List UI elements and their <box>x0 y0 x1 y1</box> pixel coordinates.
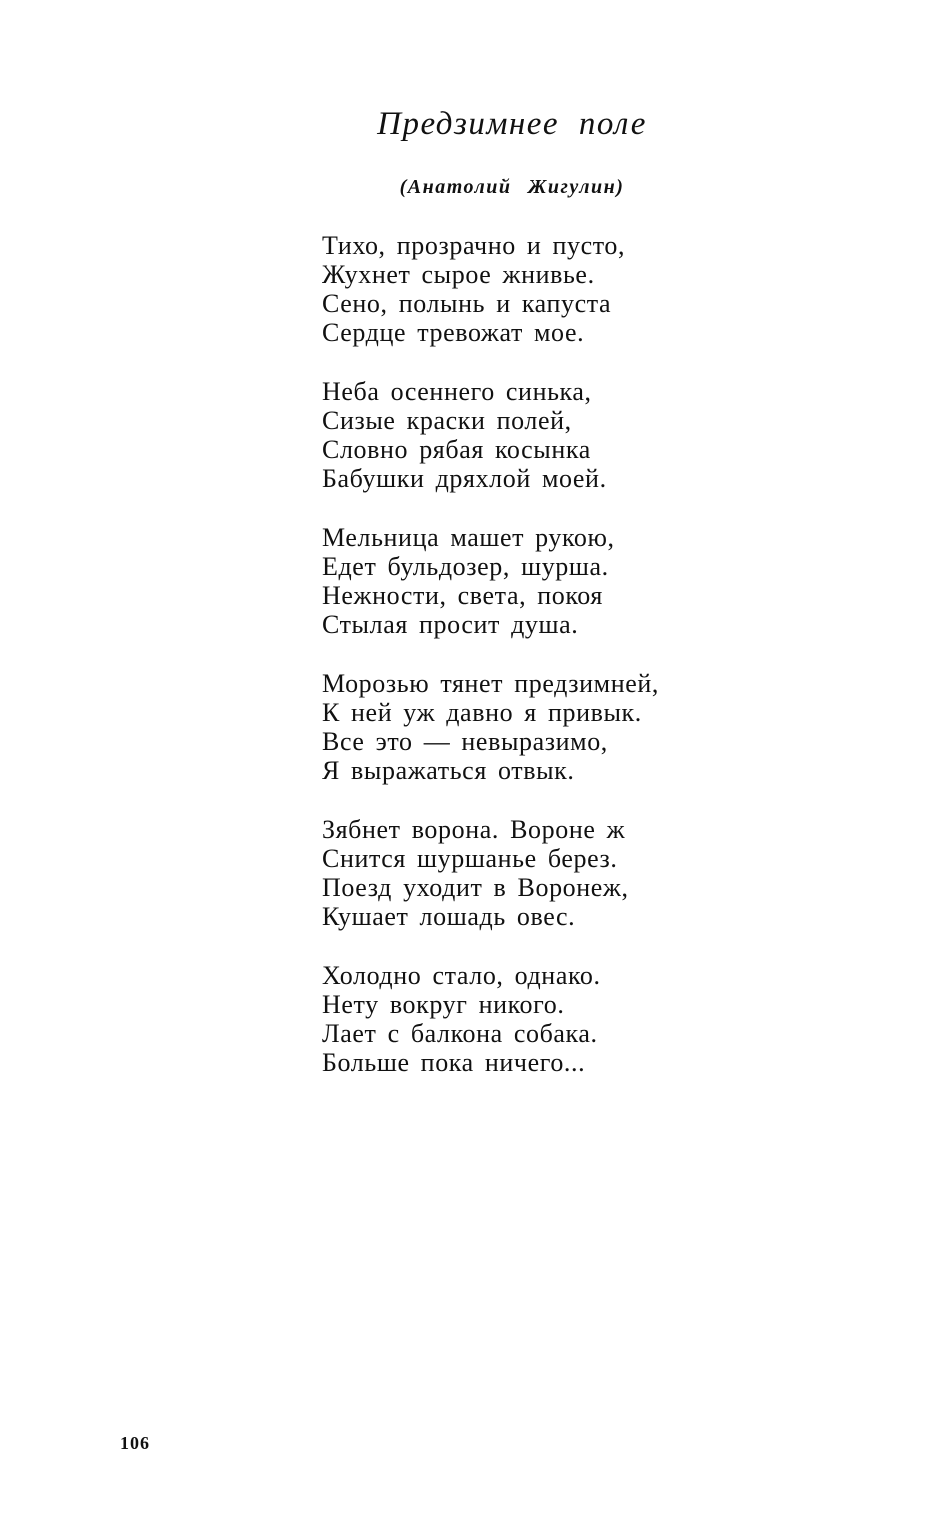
poem-line: Снится шуршанье берез. <box>322 844 618 873</box>
stanza-5 <box>322 815 882 931</box>
stanza-2 <box>322 377 882 493</box>
poem-line: Я выражаться отвык. <box>322 756 575 785</box>
poem-line: Поезд уходит в Воронеж, <box>322 873 629 902</box>
poem-line: Тихо, прозрачно и пусто, <box>322 231 626 260</box>
poem-line: Неба осеннего синька, <box>322 377 592 406</box>
poem-line: Больше пока ничего... <box>322 1048 586 1077</box>
poem-line: Кушает лошадь овес. <box>322 902 576 931</box>
stanza-1 <box>322 231 882 347</box>
stanza-4 <box>322 669 882 785</box>
poem-line: Жухнет сырое жнивье. <box>322 260 595 289</box>
poem-line: Зябнет ворона. Вороне ж <box>322 815 626 844</box>
poem-line: Словно рябая косынка <box>322 435 591 464</box>
stanza-6 <box>322 961 882 1077</box>
poem-line: Бабушки дряхлой моей. <box>322 464 607 493</box>
stanza-3 <box>322 523 882 639</box>
poem-line: Мельница машет рукою, <box>322 523 615 552</box>
poem-author: (Анатолий Жигулин) <box>399 176 625 198</box>
poem-line: Сердце тревожат мое. <box>322 318 585 347</box>
poem-line: Стылая просит душа. <box>322 610 579 639</box>
poem-line: Нежности, света, покоя <box>322 581 603 610</box>
poem-line: Едет бульдозер, шурша. <box>322 552 609 581</box>
poem-line: Сизые краски полей, <box>322 406 572 435</box>
poem-line: Сено, полынь и капуста <box>322 289 612 318</box>
page-number: 106 <box>120 1433 150 1453</box>
poem-line: Морозью тянет предзимней, <box>322 669 659 698</box>
poem-line: Нету вокруг никого. <box>322 990 565 1019</box>
poem-line: Лает с балкона собака. <box>322 1019 598 1048</box>
poem-line: Все это — невыразимо, <box>322 727 608 756</box>
poem-title: Предзимнее поле <box>377 106 647 142</box>
poem-body <box>322 231 882 1107</box>
poem-line: К ней уж давно я привык. <box>322 698 642 727</box>
poem-line: Холодно стало, однако. <box>322 961 601 990</box>
